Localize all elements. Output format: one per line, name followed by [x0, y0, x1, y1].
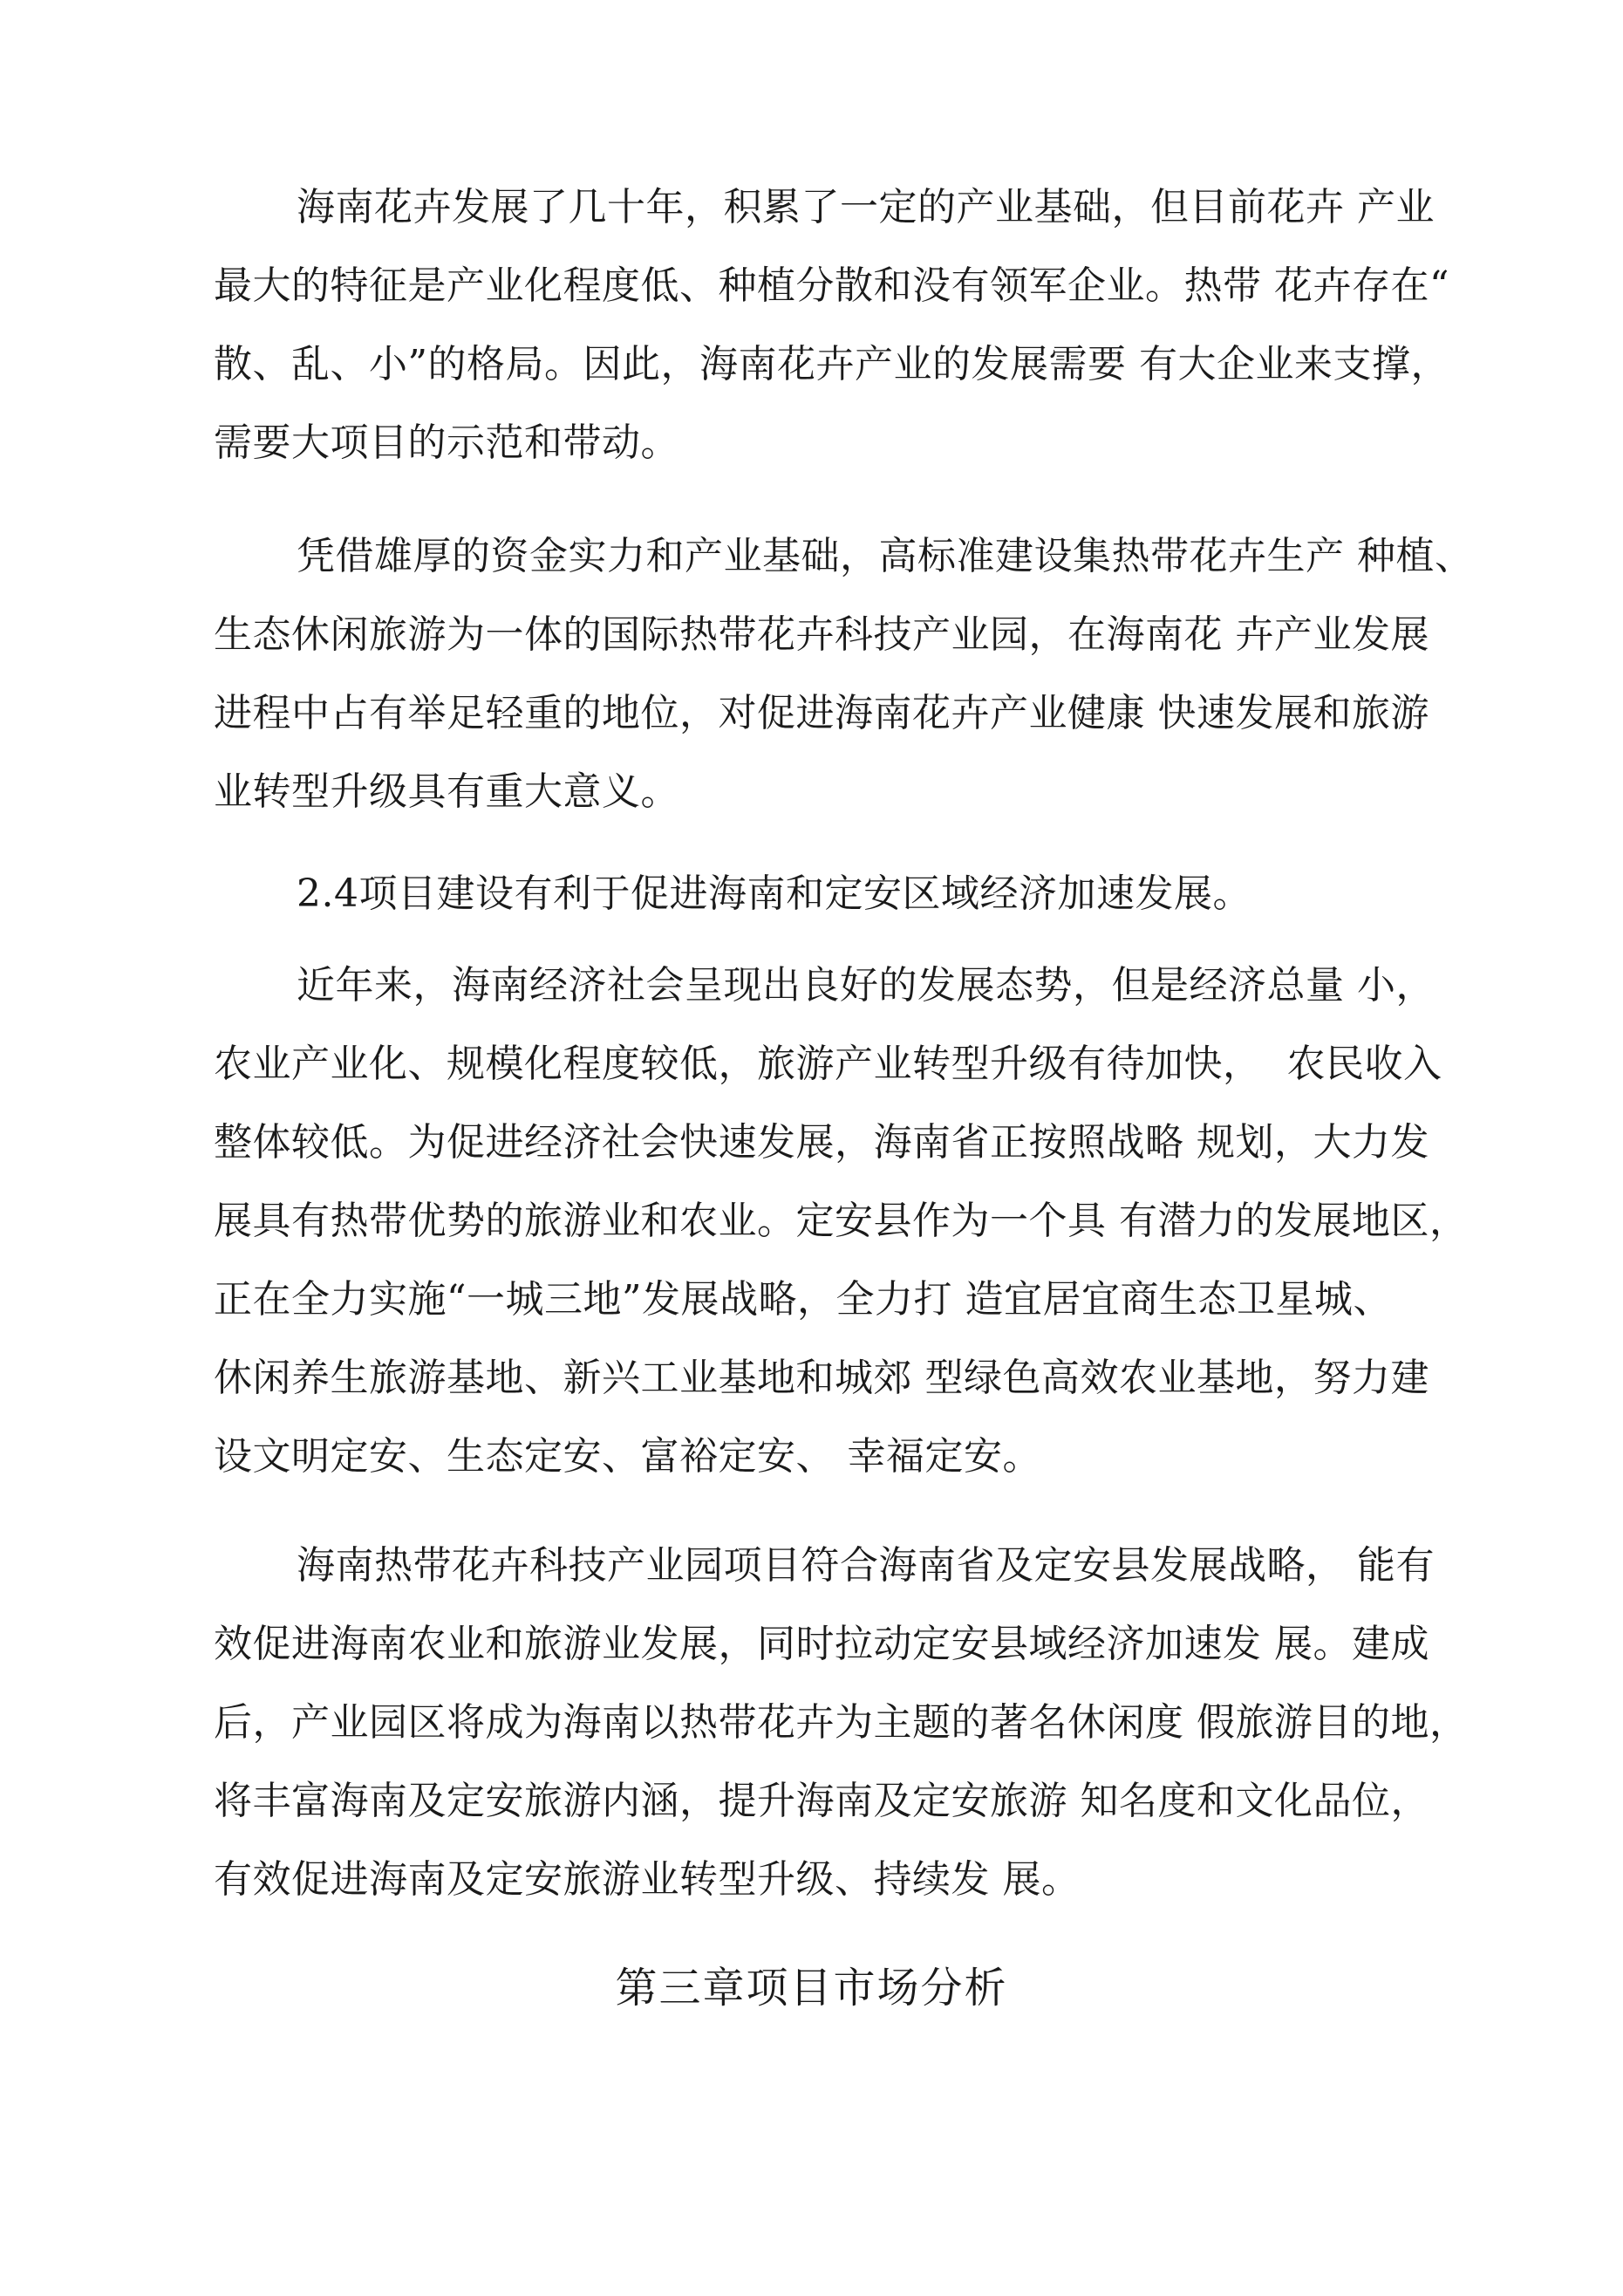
paragraph-line: 散、乱、小”的格局。因此，海南花卉产业的发展需要 有大企业来支撑，: [214, 342, 1449, 386]
paragraph-line: 展具有热带优势的旅游业和农业。定安县作为一个具 有潜力的发展地区，: [214, 1199, 1469, 1243]
paragraph-line: 整体较低。为促进经济社会快速发展，海南省正按照战略 规划，大力发: [214, 1120, 1429, 1165]
section-heading: 2.4项目建设有利于促进海南和定安区域经济加速发展。: [297, 871, 1251, 916]
paragraph-line: 效促进海南农业和旅游业发展，同时拉动定安县域经济加速发 展。建成: [214, 1622, 1429, 1666]
paragraph-line: 近年来，海南经济社会呈现出良好的发展态势，但是经济总量 小，: [297, 963, 1435, 1008]
paragraph-line: 正在全力实施“一城三地”发展战略，全力打 造宜居宜商生态卫星城、: [214, 1277, 1392, 1322]
paragraph-line: 凭借雄厚的资金实力和产业基础，高标准建设集热带花卉生产 种植、: [297, 534, 1474, 578]
paragraph-line: 设文明定安、生态定安、富裕定安、 幸福定安。: [214, 1434, 1041, 1479]
paragraph-line: 海南花卉发展了几十年，积累了一定的产业基础，但目前花卉 产业: [297, 185, 1435, 229]
paragraph-line: 有效促进海南及定安旅游业转型升级、持续发 展。: [214, 1857, 1081, 1902]
chapter-title: 第三章项目市场分析: [615, 1964, 1008, 2012]
paragraph-line: 后，产业园区将成为海南以热带花卉为主题的著名休闲度 假旅游目的地，: [214, 1700, 1469, 1745]
paragraph-line: 业转型升级具有重大意义。: [214, 769, 679, 814]
paragraph-line: 农业产业化、规模化程度较低，旅游产业转型升级有待加快， 农民收入: [214, 1042, 1442, 1086]
paragraph-line: 将丰富海南及定安旅游内涵，提升海南及定安旅游 知名度和文化品位，: [214, 1779, 1429, 1823]
paragraph-line: 生态休闲旅游为一体的国际热带花卉科技产业园，在海南花 卉产业发展: [214, 612, 1429, 657]
paragraph-line: 休闲养生旅游基地、新兴工业基地和城郊 型绿色高效农业基地，努力建: [214, 1356, 1429, 1400]
paragraph-line: 进程中占有举足轻重的地位，对促进海南花卉产业健康 快速发展和旅游: [214, 691, 1429, 735]
paragraph-line: 海南热带花卉科技产业园项目符合海南省及定安县发展战略， 能有: [297, 1543, 1435, 1588]
paragraph-line: 需要大项目的示范和带动。: [214, 420, 679, 465]
paragraph-line: 最大的特征是产业化程度低、种植分散和没有领军企业。热带 花卉存在“: [214, 263, 1449, 308]
